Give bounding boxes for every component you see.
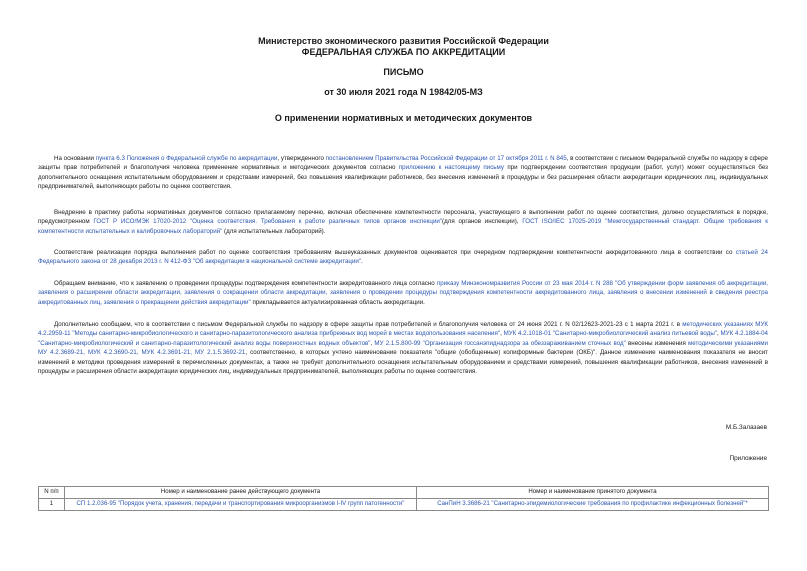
paragraph-3: [38, 248, 768, 267]
ministry-name: Министерство экономического развития Российской Федерации: [258, 36, 549, 46]
text: .: [361, 258, 363, 266]
service-name: ФЕДЕРАЛЬНАЯ СЛУЖБА ПО АККРЕДИТАЦИИ: [301, 47, 506, 57]
text: Дополнительно сообщаем, что в соответствии с письмом Федеральной службы по надзору в сфере защиты прав потребителей и благополучия человека от 24 июня 2021 г. N 02/12623-2021-23 с 1 марта 2021 г. в: [54, 321, 683, 328]
document-date-number: от 30 июля 2021 года N 19842/05-МЗ: [324, 87, 483, 97]
link-muk-1884[interactable]: МУК 4.2.1884-04 "Санитарно-микробиологический и санитарно-паразитологический анализ воды поверхностных водных объектов": [38, 330, 768, 347]
col-header-number: N п/п: [39, 487, 65, 499]
text: при подтверждении соответствия продукции (работ, услуг) может осуществляться без дополнительного оснащения испытательным оборудованием и средствами измерений, без повышения квалификации работников, без внесения изменений в процедуры и без расширения области аккредитации юридических лиц, индивидуальных предпринимателей, выполняющих работы по оценке соответствия.: [38, 164, 769, 191]
col-header-new-document: Номер и наименование принятого документа: [417, 487, 769, 499]
text: внесены изменения: [625, 339, 689, 347]
signature: М.Б.Залазаев: [725, 424, 767, 431]
link-gost-17020[interactable]: ГОСТ Р ИСО/МЭК 17020-2012 "Оценка соответствия. Требования к работе различных типов органов инспекции": [93, 218, 443, 226]
text: ,: [370, 339, 375, 347]
link-muk-1018[interactable]: МУК 4.2.1018-01 "Санитарно-микробиологический анализ питьевой воды": [503, 330, 717, 338]
text: , соответственно, в которых учтено наименование показателя "общие (обобщенные) колиформные бактерии (ОКБ)". Данное изменение наименования показателя не вносит изменений в методики проведения измерений в перечисленных документах, а также не требует дополнительного оснащения испытательным оборудованием и средствами измерений, повышения квалификации работников, внесения изменений в процедуры и расширения области аккредитации юридических лиц, индивидуальных предпринимателей, выполняющих работы по оценке соответствия.: [38, 349, 768, 376]
col-header-old-document: Номер и наименование ранее действующего документа: [65, 487, 417, 499]
link-regulation-point[interactable]: пункта 6.3 Положения о Федеральной службе по аккредитации: [95, 155, 278, 162]
text: , в соответствии с письмом Федеральной службы по надзору в сфере защиты прав потребителей и благополучия человека применение нормативных и методических документов согласно: [38, 155, 768, 172]
text: прикладывается актуализированная область аккредитации.: [250, 298, 425, 306]
text: ,: [500, 330, 504, 338]
text: Внедрение в практику работы нормативных документов согласно прилагаемому перечню, включая обеспечение компетентности персонала, участвующего в выполнении работ по оценке соответствия, должно осуществляться в порядке, предусмотренном: [38, 209, 768, 226]
link-appendix[interactable]: приложению к настоящему письму: [398, 164, 504, 172]
table-row: [39, 499, 769, 511]
paragraph-4: [38, 279, 768, 307]
text: На основании: [54, 155, 96, 162]
link-federal-law-412[interactable]: статьей 24 Федерального закона от 28 декабря 2013 г. N 412-ФЗ "Об аккредитации в национальной системе аккредитации": [38, 249, 768, 266]
link-mu-800[interactable]: МУ 2.1.5.800-99 "Организация госсанэпиднадзора за обеззараживанием сточных вод": [374, 339, 626, 347]
link-order-288[interactable]: приказу Минэкономразвития России от 23 мая 2014 г. N 288 "Об утверждении форм заявления об аккредитации, заявления о расширении области аккредитации, заявления о сокращении области аккредитации, заявления о проведении процедуры подтверждения компетентности аккредитованного лица, заявления о внесении изменений в сведения реестра аккредитованных лиц, заявления о прекращении действия аккредитации": [38, 280, 769, 306]
appendix-label: Приложение: [729, 455, 767, 462]
text: , утвержденного: [277, 155, 326, 162]
link-new-document[interactable]: СанПиН 3.3686-21 "Санитарно-эпидемиологические требования по профилактике инфекционных болезней"*: [417, 499, 769, 511]
link-old-document[interactable]: СП 1.2.036-95 "Порядок учета, хранения, передачи и транспортирования микроорганизмов I-IV групп патогенности": [65, 499, 417, 511]
appendix-table: [38, 486, 769, 511]
text: Обращаем внимание, что к заявлению о проведении процедуры подтверждения компетентности аккредитованного лица согласно: [54, 280, 437, 287]
paragraph-2: [38, 208, 768, 236]
text: (для испытательных лабораторий).: [222, 227, 326, 235]
link-new-methodical-guidelines[interactable]: методическими указаниями МУ 4.2.3689-21, МУК 4.2.3690-21, МУК 4.2.3691-21, МУ 2.1.5.3692-21: [38, 339, 768, 357]
text: (для органов инспекции),: [442, 218, 523, 226]
text: ,: [716, 330, 721, 338]
link-government-decree[interactable]: постановлением Правительства Российской Федерации от 17 октября 2011 г. N 845: [325, 155, 567, 162]
paragraph-1: [38, 154, 768, 192]
document-subject: О применении нормативных и методических документов: [274, 113, 533, 123]
document-type: ПИСЬМО: [383, 67, 424, 77]
link-gost-17025[interactable]: ГОСТ ISO/IEC 17025-2019 "Межгосударственный стандарт. Общие требования к компетентности испытательных и калибровочных лабораторий": [38, 218, 768, 235]
link-muk-2959[interactable]: методических указаниях МУК 4.2.2959-11 "Методы санитарно-микробиологического и санитарно-паразитологического анализа прибрежных вод морей в местах водопользования населения": [38, 321, 768, 338]
text: Соответствие реализации порядка выполнения работ по оценке соответствия требованиям вышеуказанных документов оценивается при очередном подтверждении компетентности аккредитованного лица в соответствии со: [54, 249, 736, 256]
paragraph-5: [38, 320, 768, 376]
table-header-row: [39, 487, 769, 499]
row-number: 1: [39, 499, 65, 511]
